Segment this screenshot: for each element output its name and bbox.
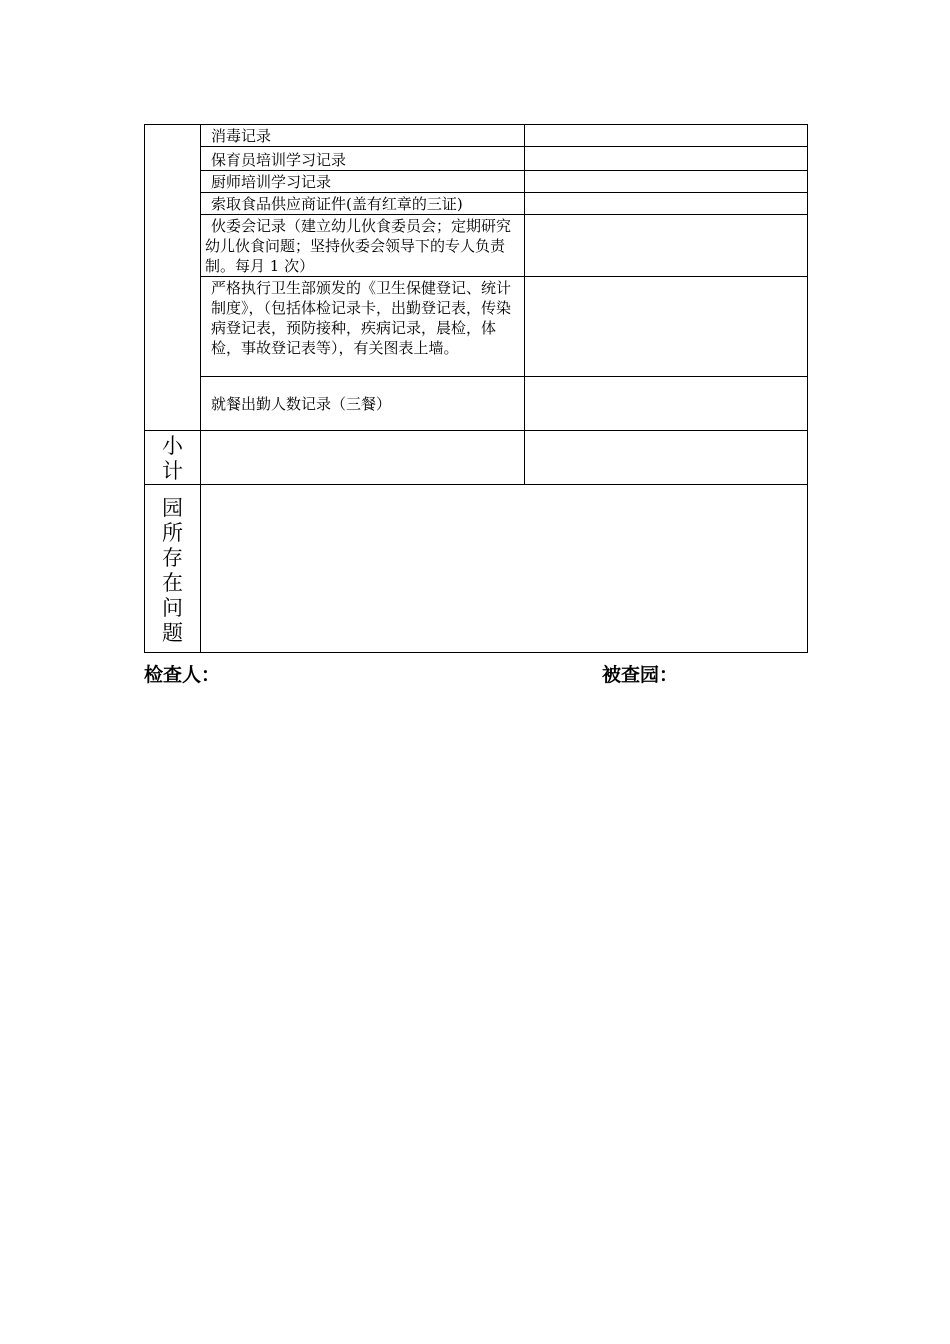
result-cell[interactable] [525, 377, 808, 431]
subtotal-label: 小 计 [162, 434, 183, 483]
table-row [145, 193, 808, 215]
issues-content-cell[interactable] [201, 485, 808, 653]
inspection-table [144, 124, 808, 653]
result-cell[interactable] [525, 193, 808, 215]
item-cell [201, 193, 525, 215]
table-row [145, 171, 808, 193]
result-cell[interactable] [525, 125, 808, 147]
subtotal-row [145, 431, 808, 485]
item-cell [201, 147, 525, 171]
table-row [145, 215, 808, 277]
inspector-label: 检查人： [144, 664, 221, 686]
item-cell [201, 171, 525, 193]
item-text: 伙委会记录（建立幼儿伙食委员会；定期研究幼儿伙食问题；坚持伙委会领导下的专人负责制。每月 1 次） [205, 217, 512, 275]
inspected-kindergarten-label: 被查园： [602, 664, 679, 686]
table-row [145, 125, 808, 147]
item-text: 消毒记录 [211, 127, 272, 145]
issues-label-cell [145, 485, 201, 653]
item-text: 保育员培训学习记录 [211, 151, 347, 169]
item-text: 严格执行卫生部颁发的《卫生保健登记、统计制度》，（包括体检记录卡，出勤登记表，传染病登记表，预防接种，疾病记录，晨检，体检，事故登记表等），有关图表上墙。 [211, 279, 512, 357]
subtotal-label-cell [145, 431, 201, 485]
result-cell[interactable] [525, 215, 808, 277]
item-cell [201, 277, 525, 377]
issues-row [145, 485, 808, 653]
table-row [145, 147, 808, 171]
item-cell [201, 377, 525, 431]
issues-label: 园 所 存 在 问 题 [162, 496, 183, 645]
category-cell [145, 125, 201, 431]
item-text: 索取食品供应商证件(盖有红章的三证) [211, 195, 463, 213]
table-row [145, 277, 808, 377]
subtotal-item-cell[interactable] [201, 431, 525, 485]
result-cell[interactable] [525, 147, 808, 171]
table-row [145, 377, 808, 431]
item-cell [201, 215, 525, 277]
inspection-sheet [144, 124, 807, 653]
subtotal-result-cell[interactable] [525, 431, 808, 485]
item-text: 厨师培训学习记录 [211, 173, 332, 191]
result-cell[interactable] [525, 277, 808, 377]
result-cell[interactable] [525, 171, 808, 193]
item-text: 就餐出勤人数记录（三餐） [211, 395, 392, 413]
item-cell [201, 125, 525, 147]
